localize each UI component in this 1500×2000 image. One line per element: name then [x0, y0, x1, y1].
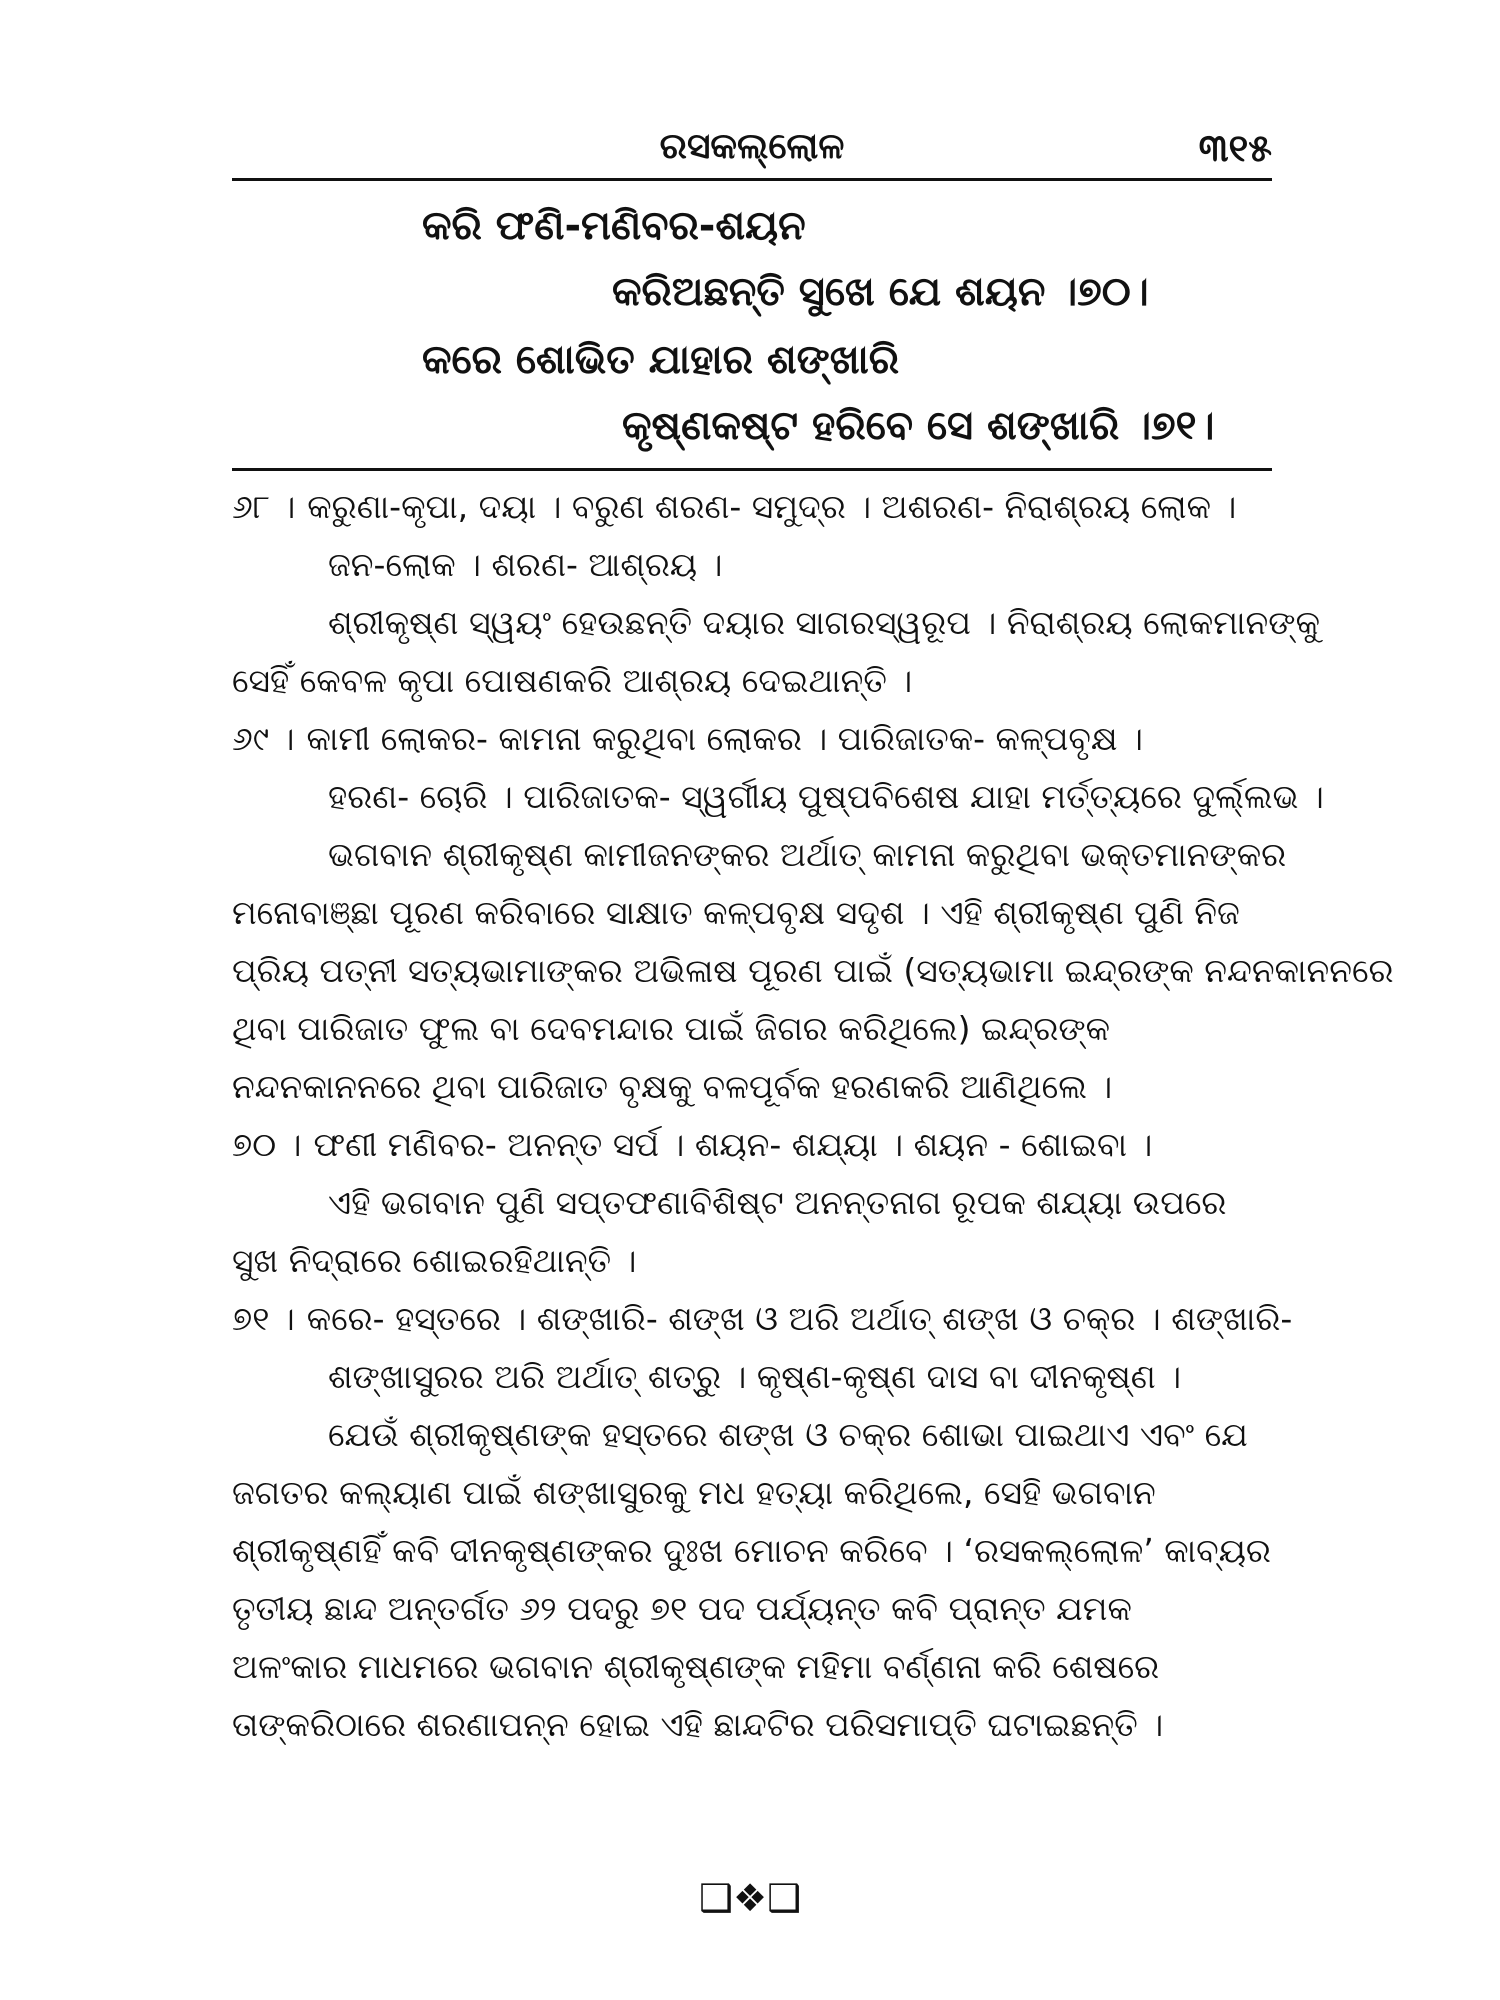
note-70-para-line: ଏହି ଭଗବାନ ପୁଣି ସପ୍ତଫଣାବିଶିଷ୍ଟ ଅନନ୍ତନାଗ ରୂପକ ଶଯ୍ୟା ଉପରେ — [328, 1183, 1227, 1222]
note-71-para-line: ଶ୍ରୀକୃଷ୍ଣହିଁ କବି ଦୀନକୃଷ୍ଣଙ୍କର ଦୁଃଖ ମୋଚନ କରିବେ । ‘ରସକଲ୍ଲୋଳ’ କାବ୍ୟର — [232, 1531, 1271, 1570]
note-70-para-line: ସୁଖ ନିଦ୍ରାରେ ଶୋଇରହିଥାନ୍ତି । — [232, 1241, 637, 1280]
note-69-gloss — [232, 712, 1143, 766]
page-number: ୩୧୫ — [1198, 126, 1272, 170]
note-number: ୭୧ । — [232, 1299, 295, 1338]
note-text: ଫଣୀ ମଣିବର- ଅନନ୍ତ ସର୍ପ । ଶୟନ- ଶଯ୍ୟା । ଶୟନ - ଶୋଇବା । — [313, 1125, 1153, 1164]
note-71-para-line: ଜଗତର କଲ୍ୟାଣ ପାଇଁ ଶଙ୍ଖାସୁରକୁ ମଧ ହତ୍ୟା କରିଥିଲେ, ସେହି ଭଗବାନ — [232, 1473, 1156, 1512]
end-ornament: ❑❖❑ — [698, 1876, 802, 1920]
note-68-gloss-cont: ଜନ-ଲୋକ । ଶରଣ- ଆଶ୍ରୟ । — [328, 545, 723, 584]
note-number: ୬୯ । — [232, 719, 295, 758]
header-rule — [232, 178, 1272, 181]
note-68-gloss — [232, 480, 1236, 534]
note-number: ୭୦ । — [232, 1125, 302, 1164]
verse-line-3: କରେ ଶୋଭିତ ଯାହାର ଶଙ୍ଖାରି — [422, 337, 900, 383]
note-71-gloss-cont: ଶଙ୍ଖାସୁରର ଅରି ଅର୍ଥାତ୍ ଶତ୍ରୁ । କୃଷ୍ଣ-କୃଷ୍ଣ ଦାସ ବା ଦୀନକୃଷ୍ଣ । — [328, 1357, 1182, 1396]
note-69-gloss-cont: ହରଣ- ଚୋରି । ପାରିଜାତକ- ସ୍ୱର୍ଗୀୟ ପୁଷ୍ପବିଶେଷ ଯାହା ମର୍ତ୍ତ୍ୟରେ ଦୁର୍ଲ୍ଲଭ । — [328, 777, 1324, 816]
note-68-para-line: ସେହିଁ କେବଳ କୃପା ପୋଷଣକରି ଆଶ୍ରୟ ଦେଇଥାନ୍ତି । — [232, 661, 913, 700]
verse-rule — [232, 468, 1272, 471]
verse-line-2: କରିଅଛନ୍ତି ସୁଖେ ଯେ ଶୟନ ।୭୦। — [612, 269, 1149, 315]
note-number: ୬୮ । — [232, 487, 296, 526]
running-title: ରସକଲ୍ଲୋଳ — [659, 126, 845, 167]
verse-line-4: କୃଷ୍ଣକଷ୍ଟ ହରିବେ ସେ ଶଙ୍ଖାରି ।୭୧। — [622, 403, 1215, 449]
note-70-gloss — [232, 1118, 1152, 1172]
running-header — [232, 118, 1272, 178]
note-68-para-line: ଶ୍ରୀକୃଷ୍ଣ ସ୍ୱୟଂ ହେଉଛନ୍ତି ଦୟାର ସାଗରସ୍ୱରୂପ । ନିରାଶ୍ରୟ ଲୋକମାନଙ୍କୁ — [328, 603, 1320, 642]
note-69-para-line: ନନ୍ଦନକାନନରେ ଥିବା ପାରିଜାତ ବୃକ୍ଷକୁ ବଳପୂର୍ବକ ହରଣକରି ଆଣିଥିଲେ । — [232, 1067, 1113, 1106]
note-text: କରୁଣା-କୃପା, ଦୟା । ବରୁଣ ଶରଣ- ସମୁଦ୍ର । ଅଶରଣ- ନିରାଶ୍ରୟ ଲୋକ । — [307, 487, 1237, 526]
note-69-para-line: ପ୍ରିୟ ପତ୍ନୀ ସତ୍ୟଭାମାଙ୍କର ଅଭିଳାଷ ପୂରଣ ପାଇଁ (ସତ୍ୟଭାମା ଇନ୍ଦ୍ରଙ୍କ ନନ୍ଦନକାନନରେ — [232, 951, 1394, 990]
note-71-para-line: ଯେଉଁ ଶ୍ରୀକୃଷ୍ଣଙ୍କ ହସ୍ତରେ ଶଙ୍ଖ ଓ ଚକ୍ର ଶୋଭା ପାଇଥାଏ ଏବଂ ଯେ — [328, 1415, 1248, 1454]
note-71-para-line: ତାଙ୍କରିଠାରେ ଶରଣାପନ୍ନ ହୋଇ ଏହି ଛାନ୍ଦଟିର ପରିସମାପ୍ତି ଘଟାଇଛନ୍ତି । — [232, 1705, 1164, 1744]
verse-line-1: କରି ଫଣି-ମଣିବର-ଶୟନ — [422, 203, 806, 249]
note-text: କାମୀ ଲୋକର- କାମନା କରୁଥିବା ଲୋକର । ପାରିଜାତକ- କଳ୍ପବୃକ୍ଷ । — [306, 719, 1143, 758]
note-69-para-line: ଥିବା ପାରିଜାତ ଫୁଲ ବା ଦେବମନ୍ଦାର ପାଇଁ ଜିଗର କରିଥିଲେ) ଇନ୍ଦ୍ରଙ୍କ — [232, 1009, 1111, 1048]
note-71-gloss — [232, 1292, 1292, 1346]
note-71-para-line: ଅଳଂକାର ମାଧମରେ ଭଗବାନ ଶ୍ରୀକୃଷ୍ଣଙ୍କ ମହିମା ବର୍ଣ୍ଣନା କରି ଶେଷରେ — [232, 1647, 1160, 1686]
note-69-para-line: ମନୋବାଞ୍ଛା ପୂରଣ କରିବାରେ ସାକ୍ଷାତ କଳ୍ପବୃକ୍ଷ ସଦୃଶ । ଏହି ଶ୍ରୀକୃଷ୍ଣ ପୁଣି ନିଜ — [232, 893, 1240, 932]
note-69-para-line: ଭଗବାନ ଶ୍ରୀକୃଷ୍ଣ କାମୀଜନଙ୍କର ଅର୍ଥାତ୍ କାମନା କରୁଥିବା ଭକ୍ତମାନଙ୍କର — [328, 835, 1287, 874]
note-71-para-line: ତୃତୀୟ ଛାନ୍ଦ ଅନ୍ତର୍ଗତ ୬୨ ପଦରୁ ୭୧ ପଦ ପର୍ଯ୍ୟନ୍ତ କବି ପ୍ରାନ୍ତ ଯମକ — [232, 1589, 1132, 1628]
note-text: କରେ- ହସ୍ତରେ । ଶଙ୍ଖାରି- ଶଙ୍ଖ ଓ ଅରି ଅର୍ଥାତ୍ ଶଙ୍ଖ ଓ ଚକ୍ର । ଶଙ୍ଖାରି- — [306, 1299, 1293, 1338]
